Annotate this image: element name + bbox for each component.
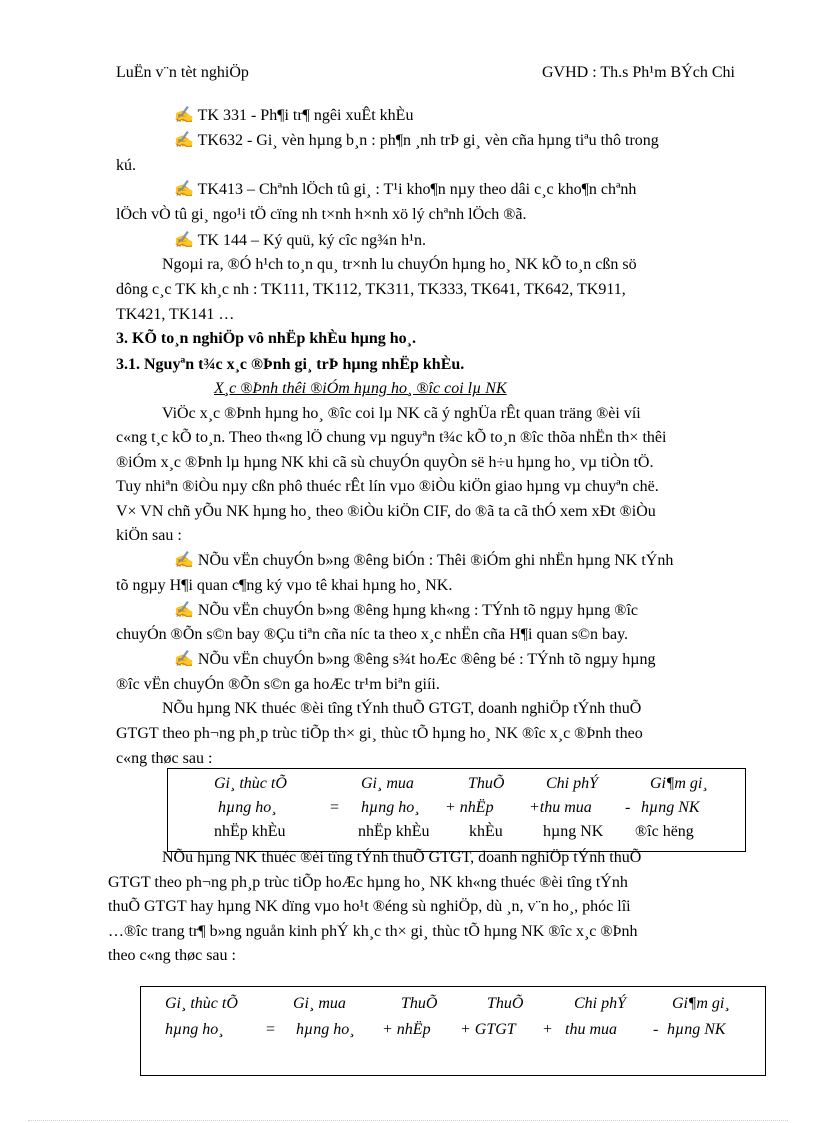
header-thesis-title: LuËn v¨n tèt nghiÖp	[116, 64, 249, 81]
formula-term: thu mua	[565, 1021, 617, 1038]
formula-term: hµng ho¸	[296, 1021, 355, 1038]
list-item: ✍ TK 331 - Ph¶i tr¶ ngêi xuÊt khÈu	[174, 107, 414, 124]
formula-term: Gi¸ mua	[361, 775, 414, 792]
formula-operator: -	[653, 1021, 659, 1038]
formula-term: Gi¶m gi¸	[650, 775, 708, 792]
paragraph-line: tõ ngµy H¶i quan c¶ng ký vµo tê khai hµng ho¸ NK.	[116, 577, 453, 594]
formula-term: hµng NK	[667, 1021, 726, 1038]
underlined-heading: X¸c ®Þnh thêi ®iÓm hµng ho¸ ®îc coi lµ NK	[214, 380, 507, 397]
formula-term: Gi¸ thùc tÕ	[214, 775, 287, 792]
list-item: ✍ TK 144 – Ký quü, ký cîc ng¾n h¹n.	[174, 232, 426, 249]
formula-term: + nhËp	[445, 799, 494, 816]
formula-term: + nhËp	[382, 1021, 431, 1038]
formula-term: + GTGT	[460, 1021, 516, 1038]
paragraph-line: kú.	[116, 157, 136, 174]
paragraph-line: V× VN chñ yÕu NK hµng ho¸ theo ®iÒu kiÖn CIF, do ®ã ta cã thÓ xem xÐt ®iÒu	[116, 503, 656, 520]
paragraph-line: NÕu hµng NK thuéc ®èi tîng tÝnh thuÕ GTGT, doanh nghiÖp tÝnh thuÕ	[162, 700, 642, 717]
paragraph-line: ®îc vËn chuyÓn ®Õn s©n ga hoÆc tr¹m biªn giíi.	[116, 676, 440, 693]
formula-term: Gi¸ thùc tÕ	[165, 995, 238, 1012]
formula-term: nhËp khÈu	[358, 823, 430, 840]
list-item: ✍ NÕu vËn chuyÓn b»ng ®êng hµng kh«ng : TÝnh tõ ngµy hµng ®îc	[174, 602, 639, 619]
paragraph-line: NÕu hµng NK thuéc ®èi tîng tÝnh thuÕ GTGT, doanh nghiÖp tÝnh thuÕ	[162, 849, 642, 866]
paragraph-line: …®îc trang tr¶ b»ng nguån kinh phÝ kh¸c th× gi¸ thùc tÕ hµng NK ®îc x¸c ®Þnh	[108, 923, 638, 940]
formula-operator: =	[330, 799, 340, 816]
paragraph-line: dông c¸c TK kh¸c nh : TK111, TK112, TK311, TK333, TK641, TK642, TK911,	[116, 281, 626, 298]
formula-term: ThuÕ	[487, 995, 524, 1012]
formula-term: Chi phÝ	[546, 775, 599, 792]
formula-term: hµng NK	[641, 799, 700, 816]
formula-term: ®îc hëng	[635, 823, 694, 840]
paragraph-line: kiÖn sau :	[116, 527, 182, 544]
formula-term: Gi¶m gi¸	[672, 995, 730, 1012]
paragraph-line: chuyÓn ®Õn s©n bay ®Çu tiªn cña níc ta theo x¸c nhËn cña H¶i quan s©n bay.	[116, 626, 629, 643]
paragraph-line: c«ng t¸c kÕ to¸n. Theo th«ng lÖ chung vµ nguyªn t¾c kÕ to¸n ®îc thõa nhËn th× thêi	[116, 429, 667, 446]
paragraph-line: ®iÓm x¸c ®Þnh lµ hµng NK khi cã sù chuyÓn quyÒn së h÷u hµng ho¸ vµ tiÒn tÖ.	[116, 454, 654, 471]
page-bottom-divider	[28, 1120, 788, 1121]
list-item: ✍ TK632 - Gi¸ vèn hµng b¸n : ph¶n ¸nh trÞ gi¸ vèn cña hµng tiªu thô trong	[174, 132, 659, 149]
header-supervisor: GVHD : Th.s Ph¹m BÝch Chi	[542, 64, 735, 81]
paragraph-line: Tuy nhiªn ®iÒu nµy cßn phô thuéc rÊt lín vµo ®iÒu kiÖn giao hµng vµ chuyªn chë.	[116, 478, 659, 495]
formula-term: hµng ho¸	[218, 799, 277, 816]
formula-term: hµng NK	[543, 823, 604, 840]
formula-term: ThuÕ	[468, 775, 505, 792]
formula-term: hµng ho¸	[165, 1021, 224, 1038]
paragraph-line: GTGT theo ph¬ng ph¸p trùc tiÕp hoÆc hµng ho¸ NK kh«ng thuéc ®èi tîng tÝnh	[108, 874, 628, 891]
formula-term: khÈu	[469, 823, 503, 840]
paragraph-line: c«ng thøc sau :	[116, 750, 213, 767]
formula-term: Chi phÝ	[574, 995, 627, 1012]
formula-term: hµng ho¸	[361, 799, 420, 816]
formula-term: ThuÕ	[401, 995, 438, 1012]
formula-term: nhËp khÈu	[214, 823, 286, 840]
paragraph-line: lÖch vÒ tû gi¸ ngo¹i tÖ cïng nh t×nh h×nh xö lý chªnh lÖch ®ã.	[116, 206, 527, 223]
section-heading: 3. KÕ to¸n nghiÖp vô nhËp khÈu hµng ho¸.	[116, 330, 417, 347]
paragraph-line: Ngoµi ra, ®Ó h¹ch to¸n qu¸ tr×nh lu chuyÓn hµng ho¸ NK kÕ to¸n cßn sö	[162, 256, 637, 273]
subsection-heading: 3.1. Nguyªn t¾c x¸c ®Þnh gi¸ trÞ hµng nhËp khÈu.	[116, 356, 465, 373]
formula-term: +thu mua	[529, 799, 592, 816]
formula-operator: +	[543, 1021, 553, 1038]
list-item: ✍ NÕu vËn chuyÓn b»ng ®êng biÓn : Thêi ®iÓm ghi nhËn hµng NK tÝnh	[174, 552, 674, 569]
paragraph-line: theo c«ng thøc sau :	[108, 947, 236, 964]
formula-box-2	[140, 986, 766, 1076]
formula-operator: -	[625, 799, 631, 816]
paragraph-line: thuÕ GTGT hay hµng NK dïng vµo ho¹t ®éng sù nghiÖp, dù ¸n, v¨n ho¸, phóc lîi	[108, 898, 631, 915]
formula-term: Gi¸ mua	[293, 995, 346, 1012]
paragraph-line: GTGT theo ph¬ng ph¸p trùc tiÕp th× gi¸ thùc tÕ hµng ho¸ NK ®îc x¸c ®Þnh theo	[116, 725, 643, 742]
list-item: ✍ TK413 – Chªnh lÖch tû gi¸ : T¹i kho¶n nµy theo dâi c¸c kho¶n chªnh	[174, 181, 637, 198]
formula-operator: =	[266, 1021, 276, 1038]
list-item: ✍ NÕu vËn chuyÓn b»ng ®êng s¾t hoÆc ®êng bé : TÝnh tõ ngµy hµng	[174, 651, 656, 668]
formula-box-1	[167, 768, 746, 852]
paragraph-line: ViÖc x¸c ®Þnh hµng ho¸ ®îc coi lµ NK cã ý nghÜa rÊt quan träng ®èi víi	[162, 405, 641, 422]
paragraph-line: TK421, TK141 …	[116, 306, 235, 323]
